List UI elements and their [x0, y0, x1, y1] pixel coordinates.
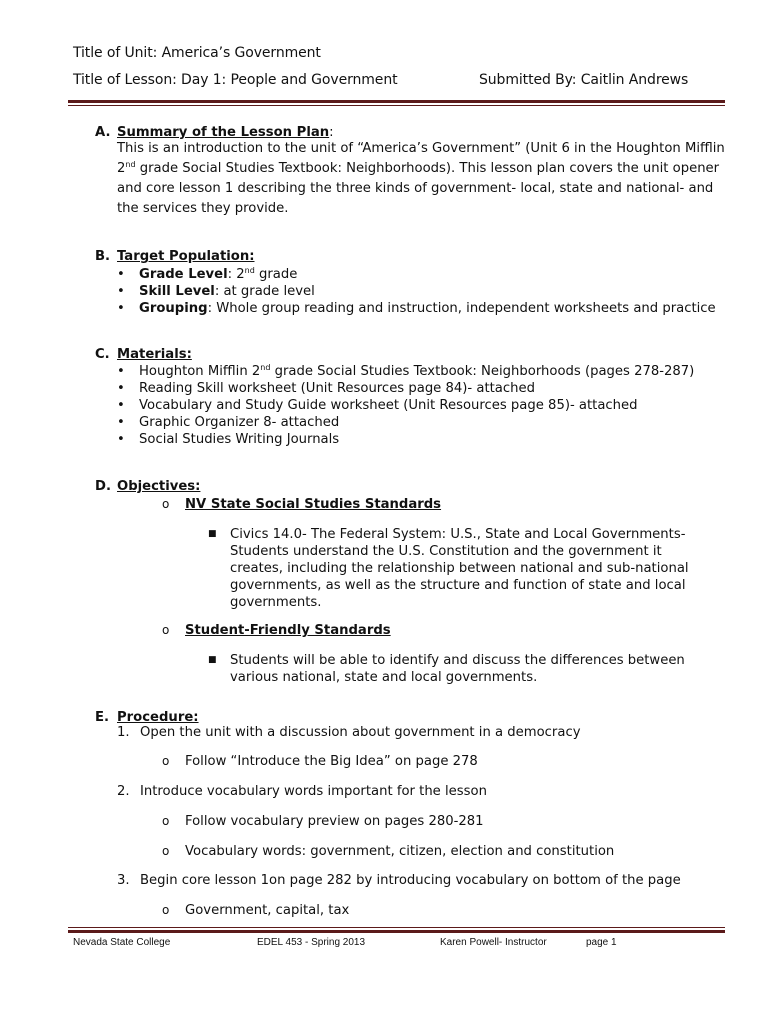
procedure-substep: o Follow “Introduce the Big Idea” on page 278 — [162, 754, 478, 769]
footer-rule-thick — [68, 930, 725, 933]
section-d-heading: D. Objectives: — [95, 479, 201, 494]
section-a-heading: A. Summary of the Lesson Plan: — [95, 123, 334, 143]
section-a-summary: This is an introduction to the unit of “America’s Government” (Unit 6 in the Houghton Mifflin 2nd grade Social Studies Textbook: Neighborhoods). This lesson plan covers the unit opener and core lesson 1 describing the three kinds of government- local, state and national- and the services they provide. — [117, 141, 725, 216]
section-letter: A. — [95, 125, 111, 140]
procedure-substep: o Follow vocabulary preview on pages 280-281 — [162, 814, 484, 829]
standard-item: ■ Civics 14.0- The Federal System: U.S., State and Local Governments- Students understand the U.S. Constitution and the government it creates, including the relationship between national and sub-national governments, as well as the structure and function of state and local governments. — [208, 527, 689, 610]
section-b-heading: B. Target Population: — [95, 249, 255, 264]
section-title: Summary of the Lesson Plan — [117, 125, 330, 140]
procedure-substep: o Vocabulary words: government, citizen, election and constitution — [162, 844, 615, 859]
procedure-step: 1. Open the unit with a discussion about government in a democracy — [117, 725, 581, 740]
standard-item: ■ Students will be able to identify and discuss the differences between various national, state and local governments. — [208, 653, 685, 685]
list-item: • Graphic Organizer 8- attached — [117, 415, 340, 430]
procedure-step: 2. Introduce vocabulary words important for the lesson — [117, 784, 487, 799]
procedure-substep: o Government, capital, tax — [162, 903, 350, 918]
footer-course: EDEL 453 - Spring 2013 — [257, 937, 366, 948]
section-c-heading: C. Materials: — [95, 347, 192, 362]
list-item: • Houghton Mifflin 2nd grade Social Studies Textbook: Neighborhoods (pages 278-287) — [117, 363, 695, 379]
footer-college: Nevada State College — [73, 937, 171, 948]
objective-subheading: o NV State Social Studies Standards — [162, 497, 442, 512]
list-item: • Grade Level: 2nd grade — [117, 266, 298, 282]
footer-instructor: Karen Powell- Instructor — [440, 937, 547, 948]
list-item: • Skill Level: at grade level — [117, 284, 315, 299]
list-item: • Social Studies Writing Journals — [117, 432, 340, 447]
unit-title: Title of Unit: America’s Government — [73, 45, 321, 61]
list-item: • Reading Skill worksheet (Unit Resources page 84)- attached — [117, 381, 535, 396]
lesson-title: Title of Lesson: Day 1: People and Government — [73, 72, 398, 88]
page-number: page 1 — [586, 937, 617, 948]
list-item: • Vocabulary and Study Guide worksheet (Unit Resources page 85)- attached — [117, 398, 638, 413]
procedure-step: 3. Begin core lesson 1on page 282 by introducing vocabulary on bottom of the page — [117, 873, 681, 888]
header-rule-thick — [68, 100, 725, 103]
objective-subheading: o Student-Friendly Standards — [162, 623, 391, 638]
submitted-by: Submitted By: Caitlin Andrews — [479, 72, 689, 88]
section-e-heading: E. Procedure: — [95, 710, 199, 725]
footer-rule-thin — [68, 927, 725, 928]
list-item: • Grouping: Whole group reading and instruction, independent worksheets and practice — [117, 301, 716, 316]
header-rule-thin — [68, 105, 725, 106]
